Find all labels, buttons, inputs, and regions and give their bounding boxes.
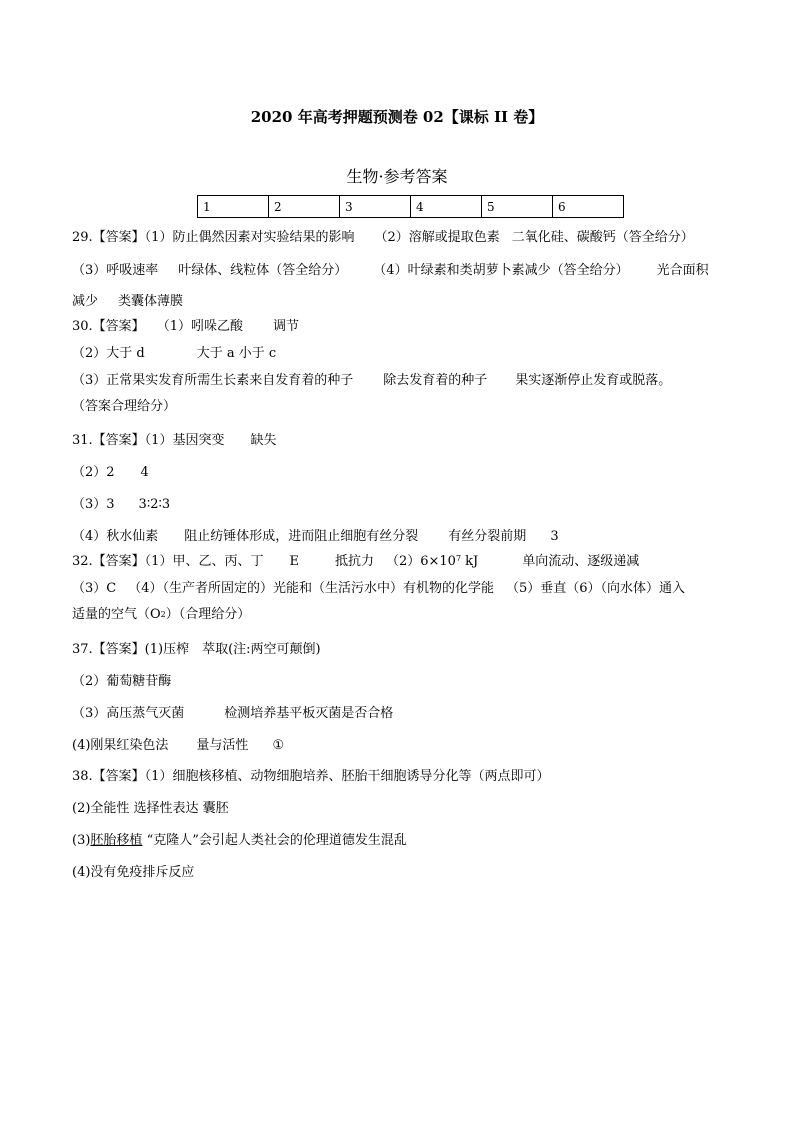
answer-37-line-1: 37.【答案】(1)压榨 萃取(注:两空可颠倒) <box>72 642 321 657</box>
answer-37-line-2: （2）葡萄糖苷酶 <box>72 674 172 689</box>
answer-text: 果实逐渐停止发育或脱落。 <box>515 373 672 388</box>
answer-text: （3）呼吸速率 <box>72 263 159 278</box>
table-cell: 3 <box>340 196 411 218</box>
answer-text: 30.【答案】 <box>72 319 145 334</box>
answer-30-line-1 <box>72 318 299 336</box>
answer-31-line-1 <box>72 432 276 450</box>
answer-text: （2）2 <box>72 465 115 480</box>
answer-text: （3）3 <box>72 497 115 512</box>
answer-text: (4)刚果红染色法 <box>72 738 169 753</box>
answer-text: 检测培养基平板灭菌是否合格 <box>224 706 394 721</box>
answer-text: （4）叶绿素和类胡萝卜素减少（答全给分） <box>373 263 629 278</box>
answer-29-line-1 <box>72 229 694 247</box>
answer-37-line-4 <box>72 737 284 755</box>
answer-text: （1）吲哚乙酸 <box>156 319 243 334</box>
answer-text: 31.【答案】（1）基因突变 <box>72 433 225 448</box>
answer-text: （3）正常果实发育所需生长素来自发育着的种子 <box>72 373 354 388</box>
table-cell: 6 <box>553 196 624 218</box>
page-title: 2020 年高考押题预测卷 02【课标 II 卷】 <box>250 108 544 126</box>
answer-text: 大于 a 小于 c <box>196 346 277 361</box>
answer-31-line-3 <box>72 496 170 514</box>
answer-text: 光合面积 <box>656 263 709 278</box>
answer-text: 类囊体薄膜 <box>118 294 184 309</box>
answer-text: ）（合理给分） <box>165 607 251 622</box>
answer-text: 32.【答案】（1）甲、乙、丙、丁 <box>72 554 264 569</box>
answer-text: （2）6×10 <box>385 554 456 569</box>
answer-text: 叶绿体、线粒体（答全给分） <box>178 263 348 278</box>
answer-text: 量与活性 <box>196 738 249 753</box>
answer-38-line-1: 38.【答案】（1）细胞核移植、动物细胞培养、胚胎干细胞诱导分化等（两点即可） <box>72 769 550 784</box>
page-subtitle: 生物·参考答案 <box>346 167 448 186</box>
answer-text: 阻止纺锤体形成，进而阻止细胞有丝分裂 <box>184 529 419 544</box>
table-cell: 4 <box>411 196 482 218</box>
answer-37-line-3 <box>72 705 393 723</box>
answer-text: （4）（生产者所固定的）光能和（生活污水中）有机物的化学能 <box>128 581 494 596</box>
table-cell: 1 <box>198 196 269 218</box>
answer-text: (3) <box>72 833 91 848</box>
exponent: 7 <box>455 554 462 563</box>
answer-text: 有丝分裂前期 <box>448 529 527 544</box>
table-cell: 5 <box>482 196 553 218</box>
answer-text: 缺失 <box>250 433 277 448</box>
answer-text: 3∶2∶3 <box>138 497 171 512</box>
answer-text: 4 <box>140 465 149 480</box>
answer-text-underlined: 胚胎移植 <box>90 833 143 848</box>
answer-text: 抵抗力 <box>334 554 374 569</box>
answer-text: 减少 <box>72 294 99 309</box>
answer-text: 除去发育着的种子 <box>383 373 488 388</box>
answer-30-line-4: （答案合理给分） <box>72 399 177 414</box>
answer-text: 29.【答案】（1）防止偶然因素对实验结果的影响 <box>72 230 355 245</box>
answer-38-line-4: (4)没有免疫排斥反应 <box>72 865 195 880</box>
answer-table <box>197 195 624 218</box>
answer-31-line-4 <box>72 528 559 546</box>
answer-text: 3 <box>550 529 559 544</box>
answer-31-line-2 <box>72 464 149 482</box>
answer-32-line-1 <box>72 553 639 571</box>
answer-text: 单向流动、逐级递减 <box>522 554 640 569</box>
answer-29-line-2 <box>72 262 709 280</box>
answer-38-line-2: (2)全能性 选择性表达 囊胚 <box>72 801 229 816</box>
answer-32-line-3 <box>72 606 250 624</box>
answer-text: ① <box>272 738 285 753</box>
answer-text: （3）高压蒸气灭菌 <box>72 706 185 721</box>
answer-text: （3）C <box>72 581 117 596</box>
answer-text: （2）溶解或提取色素 <box>374 230 500 245</box>
answer-29-line-3 <box>72 293 183 311</box>
table-cell: 2 <box>269 196 340 218</box>
answer-38-line-3 <box>72 832 407 850</box>
answer-32-line-2 <box>72 580 685 598</box>
answer-30-line-2 <box>72 345 276 363</box>
answer-text: （2）大于 d <box>72 346 145 361</box>
answer-text: “克隆人”会引起人类社会的伦理道德发生混乱 <box>142 833 407 848</box>
answer-text: （4）秋水仙素 <box>72 529 159 544</box>
subscript: 2 <box>160 610 166 619</box>
table-row <box>198 196 624 218</box>
answer-text: （5）垂直（6）（向水体）通入 <box>506 581 686 596</box>
answer-text: 适量的空气（O <box>72 607 161 622</box>
answer-text: kJ <box>461 554 479 569</box>
answer-text: 调节 <box>272 319 299 334</box>
answer-text: E <box>289 554 299 569</box>
answer-30-line-3 <box>72 372 671 390</box>
answer-text: 二氧化硅、碳酸钙（答全给分） <box>511 230 694 245</box>
